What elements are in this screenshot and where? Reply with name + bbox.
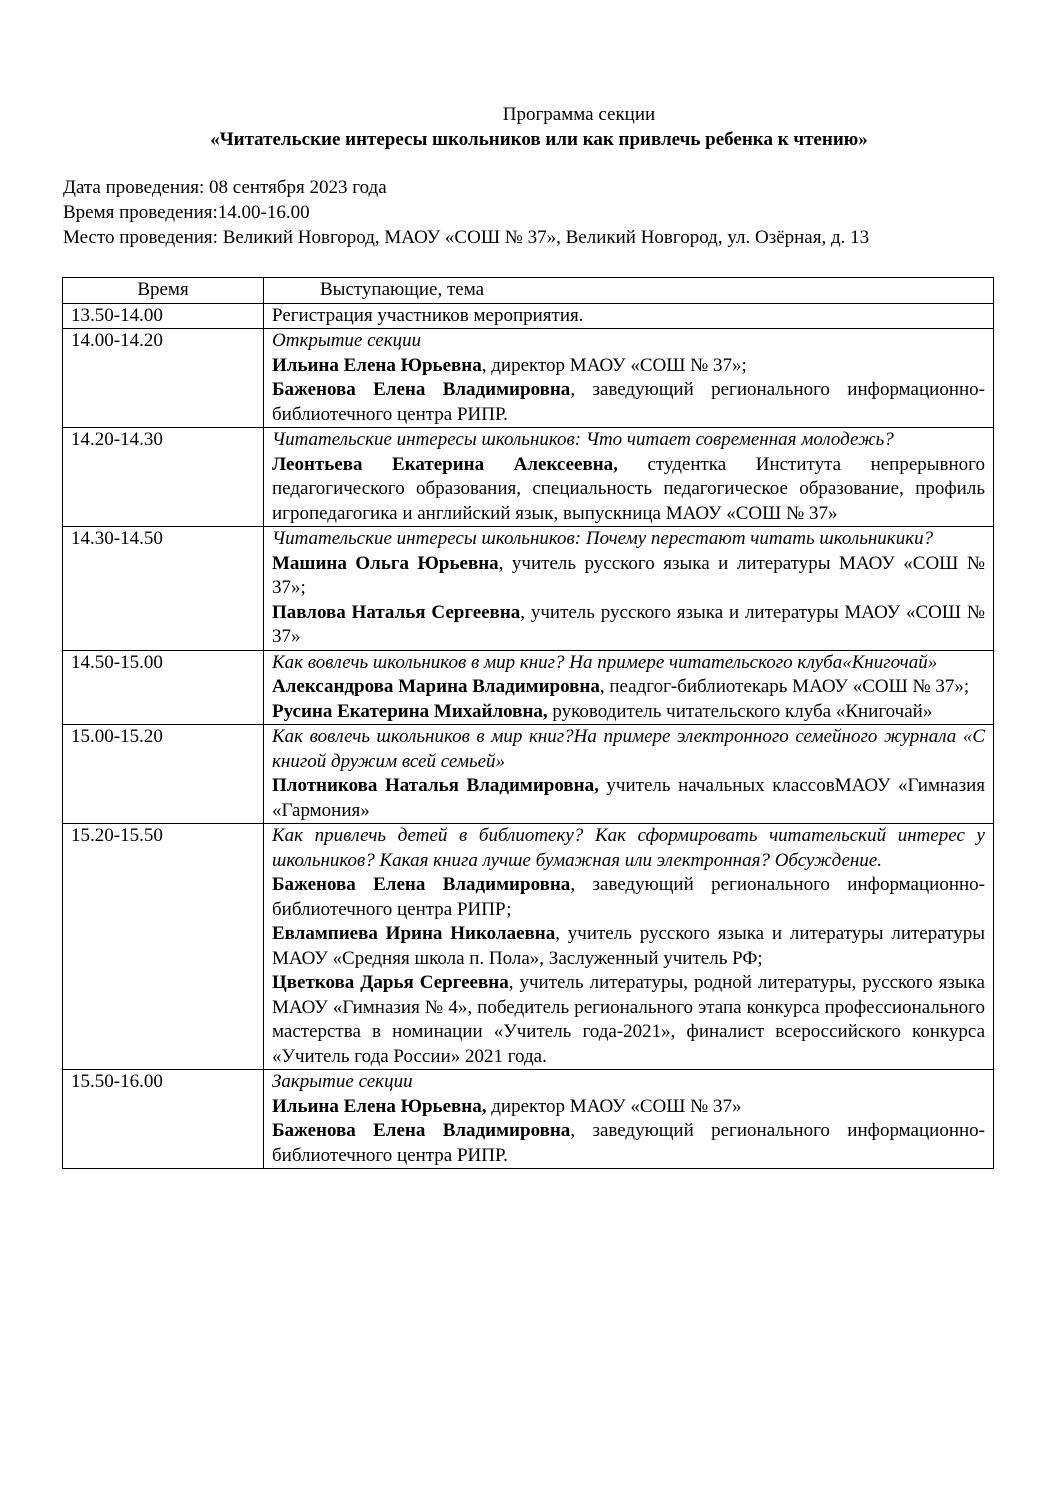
speakers-cell <box>264 428 994 527</box>
table-row <box>63 527 994 651</box>
time-cell: 15.50-16.00 <box>63 1070 264 1169</box>
speaker-entry <box>272 601 985 650</box>
speaker-name: Баженова Елена Владимировна <box>272 874 571 895</box>
table-row <box>63 1070 994 1169</box>
speaker-name: Цветкова Дарья Сергеевна <box>272 972 509 993</box>
speaker-entry <box>272 1119 985 1168</box>
speaker-name: Павлова Наталья Сергеевна <box>272 601 521 623</box>
speaker-name: Машина Ольга Юрьевна <box>272 552 499 574</box>
speaker-name: Ильина Елена Юрьевна, <box>272 1095 487 1117</box>
speaker-entry <box>272 1095 985 1120</box>
time-cell: 14.00-14.20 <box>63 329 264 428</box>
speaker-entry <box>272 675 985 700</box>
speaker-description: учитель начальных классовМАОУ «Гимназия «Гармония» <box>272 775 985 821</box>
speaker-entry <box>272 971 985 1069</box>
speaker-name: Евлампиева Ирина Николаевна <box>272 923 556 944</box>
speakers-cell <box>264 303 994 329</box>
speaker-description: студентка Института непрерывного педагогического образования, специальность педагогическое образование, профиль игропедагогика и английский язык, выпускница МАОУ «СОШ № 37» <box>272 453 985 524</box>
speaker-entry <box>272 700 985 725</box>
program-table <box>62 277 994 1169</box>
speaker-name: Баженова Елена Владимировна <box>272 1120 571 1141</box>
event-date: Дата проведения: 08 сентября 2023 года <box>63 177 387 198</box>
talk-topic: Читательские интересы школьников: Что читает современная молодежь? <box>272 429 894 450</box>
time-cell: 14.30-14.50 <box>63 527 264 651</box>
time-cell: 14.50-15.00 <box>63 650 264 725</box>
speaker-name: Ильина Елена Юрьевна <box>272 354 482 376</box>
speakers-cell <box>264 650 994 725</box>
time-cell: 13.50-14.00 <box>63 303 264 329</box>
speaker-name: Русина Екатерина Михайловна, <box>272 700 548 722</box>
event-time: Время проведения:14.00-16.00 <box>63 202 310 223</box>
speakers-cell <box>264 527 994 651</box>
speaker-name: Баженова Елена Владимировна <box>272 379 571 400</box>
talk-topic: Читательские интересы школьников: Почему перестают читать школьникики? <box>272 528 934 549</box>
row-description: Регистрация участников мероприятия. <box>272 304 584 326</box>
column-header-speakers: Выступающие, тема <box>264 278 994 304</box>
table-row <box>63 303 994 329</box>
speaker-description: , учитель русского языка и литературы МАОУ «СОШ № 37»; <box>272 552 985 598</box>
speakers-cell <box>264 824 994 1070</box>
speaker-entry <box>272 873 985 922</box>
time-cell: 15.00-15.20 <box>63 725 264 824</box>
column-header-time: Время <box>63 278 264 304</box>
speaker-name: Плотникова Наталья Владимировна, <box>272 775 599 796</box>
table-row <box>63 428 994 527</box>
program-body <box>63 303 994 1169</box>
speaker-description: , директор МАОУ «СОШ № 37»; <box>481 354 747 376</box>
speaker-description: , учитель русского языка и литературы литературы МАОУ «Средняя школа п. Пола», Заслуженный учитель РФ; <box>272 923 985 969</box>
speaker-entry <box>272 922 985 971</box>
time-cell: 14.20-14.30 <box>63 428 264 527</box>
speakers-cell <box>264 725 994 824</box>
speaker-description: , заведующий регионального информационно-библиотечного центра РИПР; <box>272 874 985 920</box>
speaker-entry <box>272 552 985 601</box>
talk-topic: Как вовлечь школьников в мир книг? На примере читательского клуба«Книгочай» <box>272 651 938 673</box>
speaker-description: директор МАОУ «СОШ № 37» <box>486 1095 742 1117</box>
section-name: «Читательские интересы школьников или как привлечь ребенка к чтению» <box>210 129 868 150</box>
table-row <box>63 824 994 1070</box>
speaker-entry <box>272 774 985 823</box>
speaker-name: Александрова Марина Владимировна <box>272 676 600 697</box>
speaker-name: Леонтьева Екатерина Алексеевна, <box>272 453 618 475</box>
table-row <box>63 725 994 824</box>
event-place: Место проведения: Великий Новгород, МАОУ «СОШ № 37», Великий Новгород, ул. Озёрная, д. 13 <box>63 227 870 248</box>
speaker-description: , заведующий регионального информационно-библиотечного центра РИПР. <box>272 1120 985 1166</box>
speaker-description: , учитель литературы, родной литературы, русского языка МАОУ «Гимназия № 4», победитель регионального этапа конкурса профессионального мастерства в номинации «Учитель года-2021», финалист всероссийского конкурса «Учитель года России» 2021 года. <box>272 972 985 1067</box>
speakers-cell <box>264 329 994 428</box>
talk-topic: Закрытие секции <box>272 1071 413 1092</box>
speaker-entry <box>272 453 985 527</box>
speaker-description: , учитель русского языка и литературы МАОУ «СОШ № 37» <box>272 601 985 647</box>
speaker-description: , заведующий регионального информационно-библиотечного центра РИПР. <box>272 379 985 425</box>
time-cell: 15.20-15.50 <box>63 824 264 1070</box>
table-row <box>63 650 994 725</box>
speakers-cell <box>264 1070 994 1169</box>
talk-topic: Открытие секции <box>272 330 422 351</box>
speaker-entry <box>272 378 985 427</box>
table-row <box>63 329 994 428</box>
speaker-entry <box>272 354 985 379</box>
document-title: Программа секции <box>502 104 656 125</box>
speaker-description: руководитель читательского клуба «Книгочай» <box>547 700 933 722</box>
talk-topic: Как привлечь детей в библиотеку? Как сформировать читательский интерес у школьников? Какая книга лучше бумажная или электронная? Обсуждение. <box>272 825 985 871</box>
talk-topic: Как вовлечь школьников в мир книг?На примере электронного семейного журнала «С книгой дружим всей семьей» <box>272 726 985 772</box>
speaker-description: , пеадгог-библиотекарь МАОУ «СОШ № 37»; <box>599 676 970 697</box>
table-header-row <box>63 278 994 304</box>
